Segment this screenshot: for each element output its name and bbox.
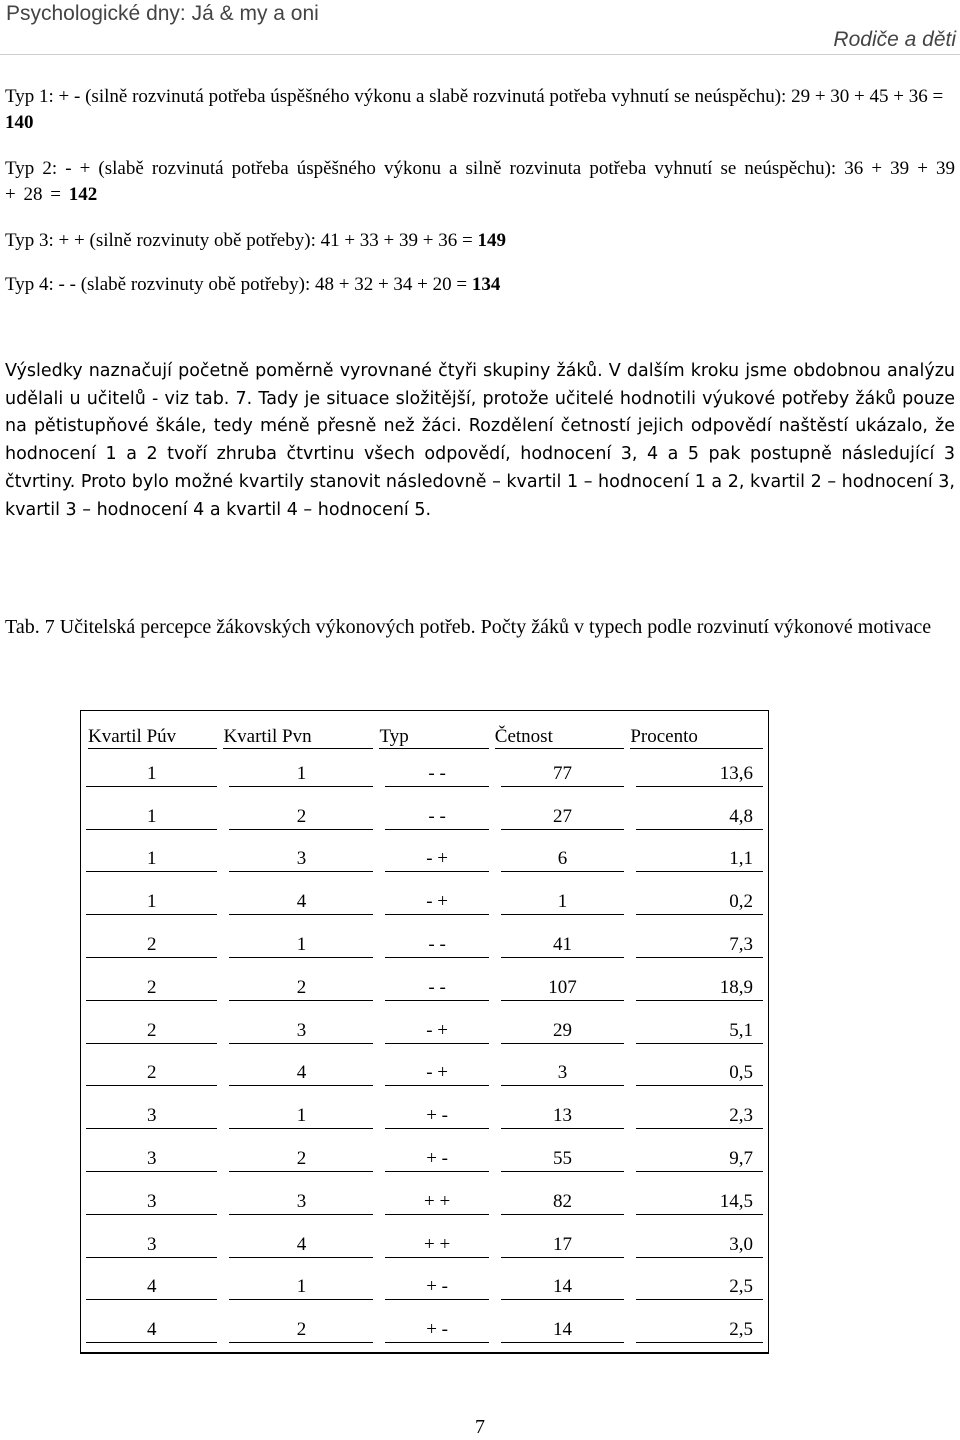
cell-kvartil-pvn: 4 [223,881,379,924]
cell-typ: + + [379,1181,494,1224]
type-2-text: Typ 2: - + (slabě rozvinutá potřeba úspěšného výkonu a silně rozvinuta potřeba vyhnutí se neúspěchu): 36 + 39 + 39 + 28 = [5,158,955,205]
table-row [80,1095,769,1138]
cell-cetnost: 27 [495,796,631,839]
table-row [80,967,769,1010]
table-row [80,1053,769,1096]
cell-kvartil-puv: 1 [80,839,223,882]
type-1-total: 140 [5,112,34,133]
cell-typ: - + [379,881,494,924]
col-header-cetnost: Četnost [495,710,631,753]
cell-cetnost: 77 [495,753,631,796]
cell-typ: + + [379,1224,494,1267]
cell-procento: 0,5 [630,1053,769,1096]
cell-procento: 9,7 [630,1138,769,1181]
cell-cetnost: 3 [495,1053,631,1096]
type-3-total: 149 [477,230,506,251]
col-header-kvartil-pvn: Kvartil Pvn [223,710,379,753]
cell-procento: 4,8 [630,796,769,839]
type-1-line [5,84,955,136]
cell-typ: + - [379,1267,494,1310]
table-row [80,1267,769,1310]
cell-cetnost: 13 [495,1095,631,1138]
table-row [80,753,769,796]
cell-kvartil-puv: 4 [80,1309,223,1352]
type-2-total: 142 [68,184,98,205]
col-header-procento: Procento [630,710,769,753]
table-caption: Tab. 7 Učitelská percepce žákovských výkonových potřeb. Počty žáků v typech podle rozvinutí výkonové motivace [5,616,932,638]
cell-kvartil-puv: 2 [80,1053,223,1096]
cell-kvartil-pvn: 3 [223,839,379,882]
header-divider [0,54,960,55]
cell-cetnost: 82 [495,1181,631,1224]
cell-cetnost: 17 [495,1224,631,1267]
cell-cetnost: 41 [495,924,631,967]
cell-kvartil-pvn: 1 [223,753,379,796]
cell-procento: 14,5 [630,1181,769,1224]
table-row [80,839,769,882]
cell-kvartil-pvn: 3 [223,1010,379,1053]
table-row [80,1224,769,1267]
table-header-row [80,710,769,753]
cell-procento: 7,3 [630,924,769,967]
cell-procento: 2,5 [630,1267,769,1310]
body-paragraph: Výsledky naznačují početně poměrně vyrovnané čtyři skupiny žáků. V dalším kroku jsme obdobnou analýzu udělali u učitelů - viz tab. 7. Tady je situace složitější, protože učitelé hodnotili výukové potřeby žáků pouze na pětistupňové škále, tedy méně přesně než žáci. Rozdělení četností jejich odpovědí naštěstí ukázalo, že hodnocení 1 a 2 tvoří zhruba čtvrtinu všech odpovědí, hodnocení 3, 4 a 5 pak postupně následující 3 čtvrtiny. Proto bylo možné kvartily stanovit následovně – kvartil 1 – hodnocení 1 a 2, kvartil 2 – hodnocení 3, kvartil 3 – hodnocení 4 a kvartil 4 – hodnocení 5. [5,361,955,520]
table-row [80,1010,769,1053]
cell-typ: + - [379,1095,494,1138]
table-row [80,881,769,924]
type-4-text: Typ 4: - - (slabě rozvinuty obě potřeby): 48 + 32 + 34 + 20 = [5,274,472,295]
running-header-section: Rodiče a děti [833,28,956,51]
cell-procento: 13,6 [630,753,769,796]
cell-kvartil-pvn: 2 [223,1138,379,1181]
cell-kvartil-puv: 1 [80,753,223,796]
cell-kvartil-puv: 2 [80,967,223,1010]
cell-cetnost: 55 [495,1138,631,1181]
cell-kvartil-puv: 3 [80,1138,223,1181]
cell-typ: + - [379,1309,494,1352]
cell-typ: - - [379,924,494,967]
page-number: 7 [475,1416,485,1438]
table-row [80,924,769,967]
cell-typ: + - [379,1138,494,1181]
cell-kvartil-pvn: 2 [223,796,379,839]
type-3-line [5,228,955,254]
cell-typ: - - [379,967,494,1010]
cell-cetnost: 6 [495,839,631,882]
cell-procento: 1,1 [630,839,769,882]
col-header-typ: Typ [379,710,494,753]
type-4-total: 134 [471,274,501,295]
cell-typ: - + [379,1010,494,1053]
type-2-line [5,156,955,208]
cell-kvartil-puv: 2 [80,1010,223,1053]
cell-procento: 5,1 [630,1010,769,1053]
cell-kvartil-pvn: 2 [223,1309,379,1352]
cell-kvartil-puv: 1 [80,881,223,924]
cell-typ: - - [379,753,494,796]
type-1-text: Typ 1: + - (silně rozvinutá potřeba úspěšného výkonu a slabě rozvinutá potřeba vyhnutí se neúspěchu): 29 + 30 + 45 + 36 = [5,86,944,107]
cell-kvartil-pvn: 1 [223,1095,379,1138]
type-3-text: Typ 3: + + (silně rozvinuty obě potřeby): 41 + 33 + 39 + 36 = [5,230,478,251]
cell-typ: - + [379,1053,494,1096]
cell-procento: 0,2 [630,881,769,924]
cell-kvartil-pvn: 1 [223,1267,379,1310]
cell-typ: - - [379,796,494,839]
cell-kvartil-puv: 2 [80,924,223,967]
cell-procento: 3,0 [630,1224,769,1267]
table-row [80,1309,769,1352]
cell-cetnost: 1 [495,881,631,924]
cell-kvartil-puv: 3 [80,1224,223,1267]
cell-cetnost: 14 [495,1267,631,1310]
cell-cetnost: 14 [495,1309,631,1352]
cell-kvartil-puv: 3 [80,1095,223,1138]
cell-procento: 2,5 [630,1309,769,1352]
cell-kvartil-pvn: 1 [223,924,379,967]
type-4-line [5,272,955,298]
cell-kvartil-puv: 4 [80,1267,223,1310]
table-row [80,1181,769,1224]
cell-kvartil-pvn: 3 [223,1181,379,1224]
cell-kvartil-puv: 3 [80,1181,223,1224]
cell-cetnost: 29 [495,1010,631,1053]
cell-typ: - + [379,839,494,882]
cell-kvartil-pvn: 2 [223,967,379,1010]
teacher-perception-table [80,710,769,1353]
cell-cetnost: 107 [495,967,631,1010]
col-header-kvartil-puv: Kvartil Púv [80,710,223,753]
table-row [80,1138,769,1181]
cell-procento: 2,3 [630,1095,769,1138]
cell-kvartil-pvn: 4 [223,1224,379,1267]
cell-kvartil-puv: 1 [80,796,223,839]
running-header-title: Psychologické dny: Já & my a oni [6,2,319,25]
table-row [80,796,769,839]
cell-procento: 18,9 [630,967,769,1010]
cell-kvartil-pvn: 4 [223,1053,379,1096]
